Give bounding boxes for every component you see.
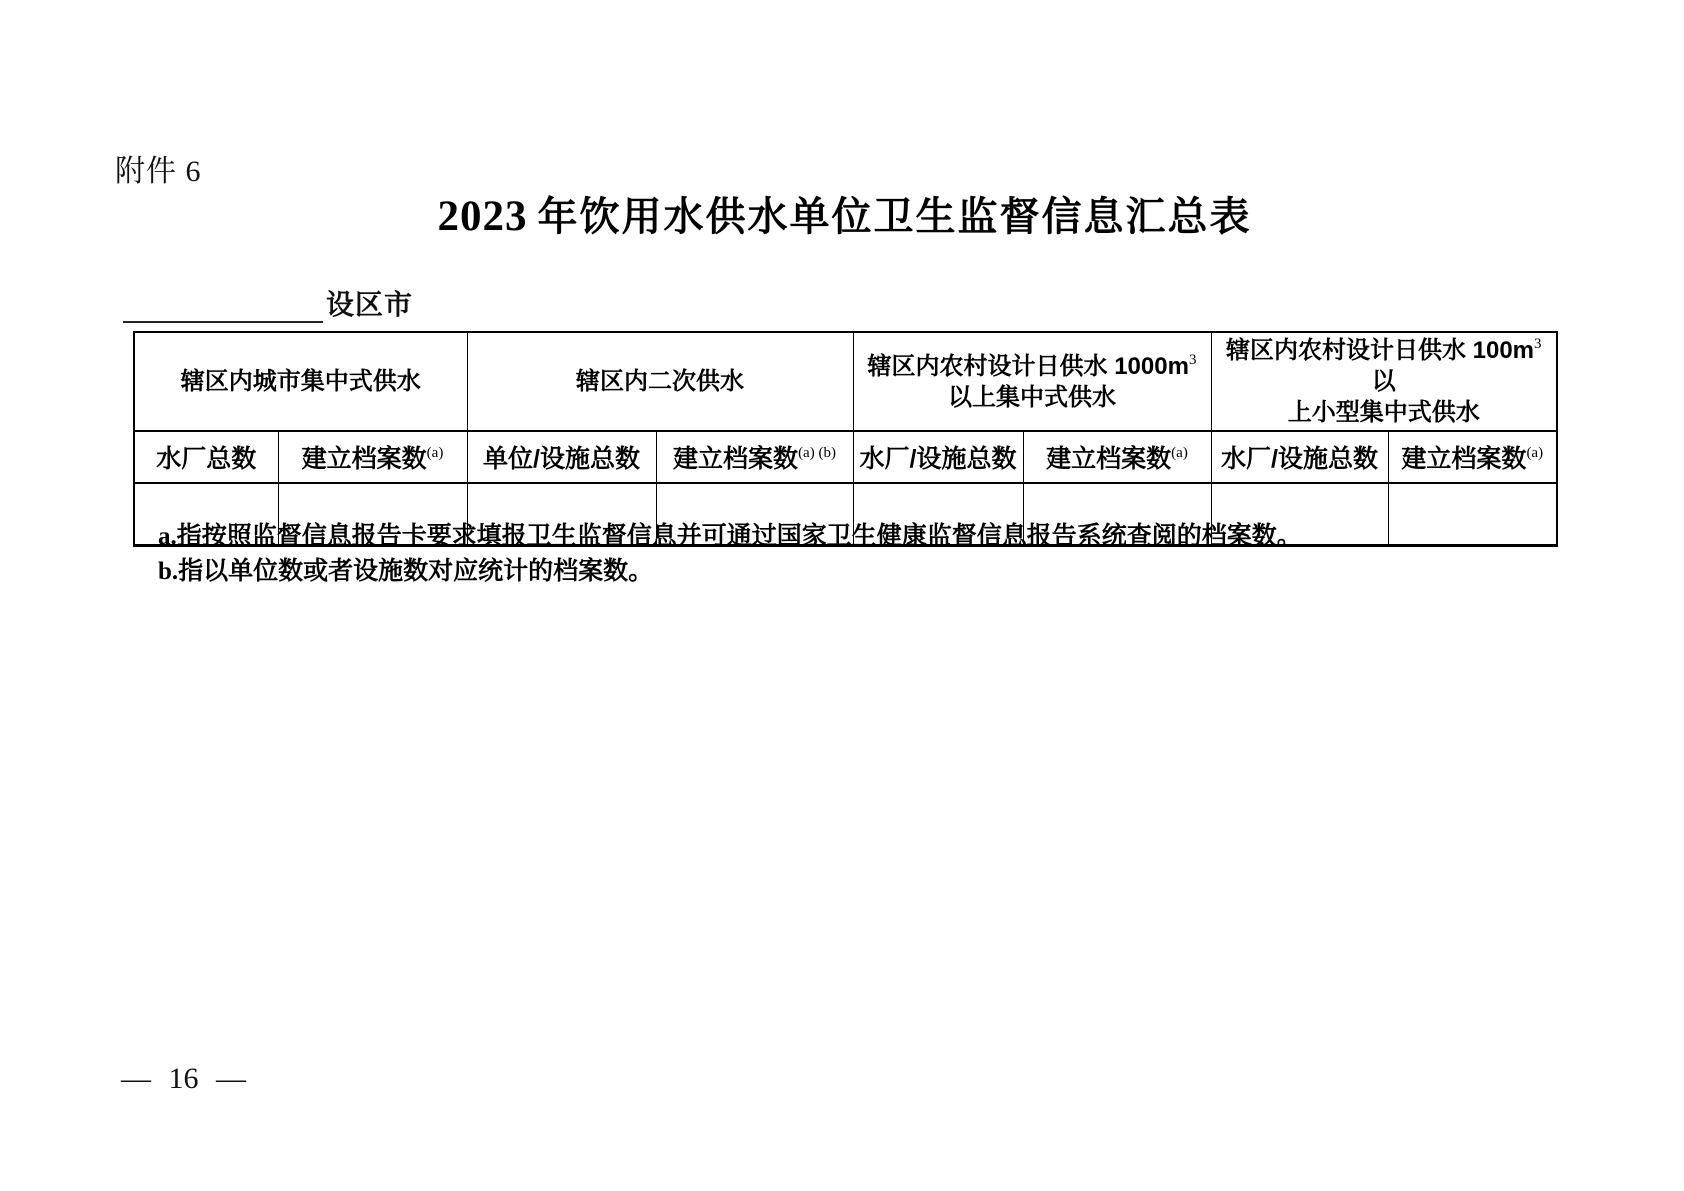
col-header-unit-facility-total <box>467 431 656 483</box>
group-header-secondary-supply <box>467 332 853 431</box>
attachment-label: 附件 6 <box>115 155 202 188</box>
col-header-archive-count-rural100 <box>1388 431 1557 483</box>
col-header-label: 建立档案数 <box>301 445 427 473</box>
title-text: 年饮用水供水单位卫生监督信息汇总表 <box>537 195 1252 239</box>
col-header-label: 建立档案数 <box>1046 445 1172 473</box>
group-header-label: 辖区内二次供水 <box>576 368 744 395</box>
group-header-label-line2: 以上集中式供水 <box>948 383 1116 411</box>
col-header-plant-facility-total-rural100 <box>1211 431 1388 483</box>
footnote-marker-a: (a) <box>1526 445 1544 461</box>
col-header-label: 水厂/设施总数 <box>859 445 1017 473</box>
footnotes-block <box>158 519 1478 589</box>
group-header-label: 辖区内城市集中式供水 <box>180 368 421 395</box>
title-year: 2023 <box>437 193 528 240</box>
column-header-row <box>134 431 1557 483</box>
superscript-3: 3 <box>1188 351 1197 368</box>
group-header-label-line2: 上小型集中式供水 <box>1287 399 1480 426</box>
footnote-a: a.指按照监督信息报告卡要求填报卫生监督信息并可通过国家卫生健康监督信息报告系统查阅的档案数。 <box>158 523 1302 550</box>
group-header-city-centralized-supply <box>134 332 467 431</box>
group-header-row <box>134 332 1557 431</box>
superscript-3: 3 <box>1534 336 1542 352</box>
group-header-label-line1: 辖区内农村设计日供水 100m <box>1225 337 1535 364</box>
footnote-marker-a: (a) <box>426 445 444 461</box>
col-header-label: 单位/设施总数 <box>483 445 640 473</box>
region-blank-underline <box>123 294 323 323</box>
footnote-b: b.指以单位数或者设施数对应统计的档案数。 <box>158 558 654 585</box>
col-header-label: 建立档案数 <box>673 445 799 473</box>
col-header-archive-count-secondary <box>656 431 853 483</box>
col-header-plant-facility-total-rural1000 <box>853 431 1023 483</box>
region-fill-in-line <box>123 283 413 319</box>
col-header-archive-count-rural1000 <box>1023 431 1211 483</box>
col-header-label: 建立档案数 <box>1401 445 1527 473</box>
group-header-label-line1: 辖区内农村设计日供水 1000m <box>867 352 1189 380</box>
col-header-water-plant-total <box>134 431 278 483</box>
group-header-rural-100m3-small-supply <box>1211 332 1557 431</box>
page-number: — 16 — <box>121 1062 246 1095</box>
region-label: 设区市 <box>326 289 414 320</box>
col-header-label: 水厂/设施总数 <box>1221 445 1378 473</box>
group-header-rural-1000m3-supply <box>853 332 1211 431</box>
footnote-marker-a: (a) <box>1171 445 1188 461</box>
col-header-label: 水厂总数 <box>156 445 257 473</box>
col-header-archive-count-city <box>278 431 467 483</box>
footnote-marker-a-b: (a) (b) <box>798 445 836 461</box>
page-title <box>133 192 1556 244</box>
group-header-label-line1-tail: 以 <box>1371 368 1396 395</box>
supervision-summary-table <box>133 331 1558 547</box>
